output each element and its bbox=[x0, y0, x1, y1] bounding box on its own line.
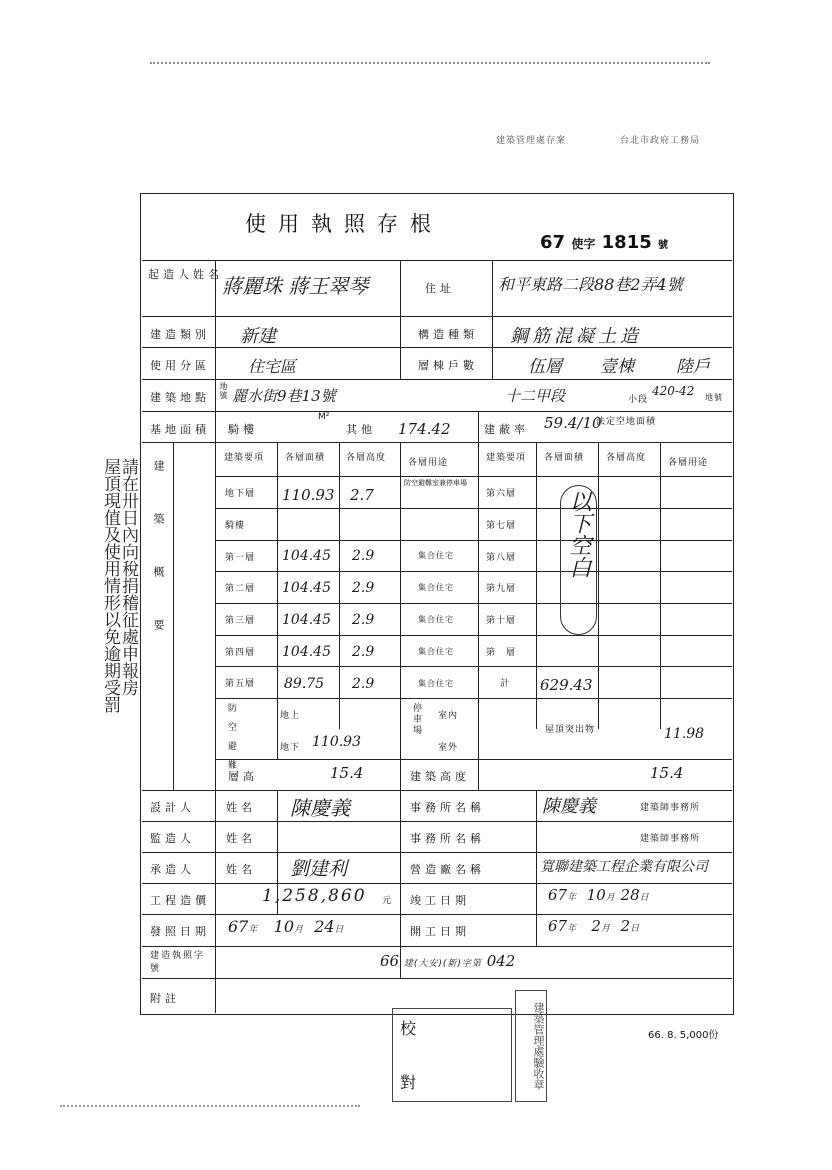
air-raid-label: 防空避難 bbox=[226, 703, 236, 779]
arcade-label: 騎樓 bbox=[228, 423, 258, 436]
floor-label-left: 第一層 bbox=[225, 553, 256, 563]
floor-label-right: 計 bbox=[500, 679, 511, 689]
structure-kind-label: 構造種類 bbox=[418, 328, 478, 341]
check-label: 對 bbox=[400, 1073, 417, 1092]
col-use: 各層用途 bbox=[408, 458, 449, 468]
designer-office-suffix: 建築師事務所 bbox=[640, 803, 701, 813]
xiaoduan-label: 小段 bbox=[628, 395, 649, 405]
basement-use: 防空避難室兼停車場 bbox=[404, 479, 467, 487]
f1-area: 104.45 bbox=[282, 548, 331, 564]
roof-ext-area: 11.98 bbox=[664, 726, 705, 742]
f3-use: 集合住宅 bbox=[418, 615, 454, 624]
proofread-label: 校 bbox=[400, 1019, 417, 1038]
f5-use: 集合住宅 bbox=[418, 679, 454, 688]
indoor-label: 室內 bbox=[438, 711, 459, 721]
building-height-value: 15.4 bbox=[650, 764, 684, 782]
total-area: 629.43 bbox=[540, 676, 593, 694]
storey-height-label: 層高 bbox=[228, 770, 258, 783]
zoning-value: 住宅區 bbox=[248, 357, 297, 376]
basement-area: 110.93 bbox=[282, 486, 335, 504]
seal-stamp: 建築管理處驗收章 bbox=[515, 990, 547, 1102]
f3-area: 104.45 bbox=[282, 612, 331, 628]
bldgs-value: 壹棟 bbox=[600, 357, 634, 377]
zoning-label: 使用分區 bbox=[150, 359, 210, 372]
yuan-label: 元 bbox=[382, 896, 393, 906]
header-stamp-right: 台北市政府工務局 bbox=[620, 136, 701, 146]
col-area: 各層面積 bbox=[285, 453, 326, 463]
address-label: 住址 bbox=[425, 282, 455, 295]
floor-label-right: 第十層 bbox=[486, 616, 517, 626]
site-dihao: 420-42 bbox=[652, 384, 695, 398]
f3-height: 2.9 bbox=[352, 612, 375, 628]
designer-office-label: 事務所名稱 bbox=[410, 801, 485, 814]
floor-label-right: 第 層 bbox=[486, 648, 517, 658]
site-duan: 十二甲段 bbox=[505, 387, 566, 405]
f1-height: 2.9 bbox=[352, 548, 375, 564]
site-road: 麗水街9巷13號 bbox=[232, 387, 336, 405]
cost-label: 工程造價 bbox=[150, 894, 210, 907]
address-value: 和平東路二段88巷2弄4號 bbox=[498, 275, 683, 294]
floors-units-label: 層棟戶數 bbox=[418, 359, 478, 372]
col-height-2: 各層高度 bbox=[606, 453, 647, 463]
permit-no: 66 建(大安)(新)字第 042 bbox=[380, 952, 516, 970]
building-items-label: 建築概要 bbox=[152, 460, 165, 672]
f1-use: 集合住宅 bbox=[418, 551, 454, 560]
designer-office: 陳慶義 bbox=[542, 796, 596, 817]
coverage-value: 59.4/10 bbox=[544, 414, 602, 432]
dihao-label: 地號 bbox=[705, 393, 723, 402]
col-height: 各層高度 bbox=[346, 453, 387, 463]
f5-area: 89.75 bbox=[284, 676, 325, 692]
coverage-label: 建蔽率 bbox=[484, 423, 529, 436]
floor-label-left: 騎樓 bbox=[225, 521, 246, 531]
contractor-firm-label: 營造廠名稱 bbox=[410, 863, 485, 876]
supervisor-office-suffix: 建築師事務所 bbox=[640, 834, 701, 844]
structure-type-label: 建造類別 bbox=[150, 328, 210, 341]
builder-label: 起造人姓名 bbox=[148, 268, 223, 281]
floor-label-left: 第四層 bbox=[225, 648, 256, 658]
legal-open-area-label: 法定空地面積 bbox=[596, 417, 657, 427]
parking-label: 停車場 bbox=[411, 703, 421, 736]
structure-kind-value: 鋼筋混凝土造 bbox=[510, 326, 642, 347]
license-number: 67 使字 1815 號 bbox=[540, 232, 669, 253]
remarks-label: 附註 bbox=[150, 992, 180, 1005]
floor-label-right: 第六層 bbox=[486, 489, 517, 499]
contractor-name: 劉建利 bbox=[290, 858, 348, 880]
above-label: 地上 bbox=[280, 711, 301, 721]
structure-type-value: 新建 bbox=[240, 326, 276, 347]
base-area-label: 基地面積 bbox=[150, 423, 210, 436]
site-label: 建築地點 bbox=[150, 391, 210, 404]
contractor-name-label: 姓名 bbox=[226, 863, 256, 876]
floor-label-right: 第九層 bbox=[486, 584, 517, 594]
side-note-2: 屋頂現值及使用情形以免逾期受罰 bbox=[100, 458, 120, 713]
floor-label-right: 第七層 bbox=[486, 521, 517, 531]
contractor-label: 承造人 bbox=[150, 863, 195, 876]
roof-ext-label: 屋頂突出物 bbox=[545, 725, 596, 735]
below-label: 地下 bbox=[280, 743, 301, 753]
cost-value: 1,258,860 bbox=[262, 886, 367, 906]
col-use-2: 各層用途 bbox=[668, 458, 709, 468]
contractor-firm: 寬聯建築工程企業有限公司 bbox=[540, 859, 708, 875]
permit-no-label: 建造執照字號 bbox=[150, 951, 206, 974]
f2-area: 104.45 bbox=[282, 580, 331, 596]
floors-value: 伍層 bbox=[528, 357, 562, 377]
designer-name: 陳慶義 bbox=[290, 796, 350, 820]
blank-annotation: 以下空白 bbox=[560, 485, 597, 635]
issue-date: 67年 10月 24日 bbox=[228, 917, 345, 936]
supervisor-office-label: 事務所名稱 bbox=[410, 832, 485, 845]
col-item: 建築要項 bbox=[224, 453, 265, 463]
issue-date-label: 發照日期 bbox=[150, 925, 210, 938]
floor-label-right: 第八層 bbox=[486, 553, 517, 563]
floor-label-left: 第三層 bbox=[225, 616, 256, 626]
footer-print: 66. 8. 5,000份 bbox=[648, 1030, 719, 1041]
f4-area: 104.45 bbox=[282, 644, 331, 660]
other-label: 其他 bbox=[346, 423, 376, 436]
supervisor-name-label: 姓名 bbox=[226, 832, 256, 845]
header-stamp-left: 建築管理處存案 bbox=[496, 136, 567, 146]
designer-name-label: 姓名 bbox=[226, 801, 256, 814]
unit-m2: M² bbox=[318, 412, 330, 422]
f2-height: 2.9 bbox=[352, 580, 375, 596]
col-item-2: 建築要項 bbox=[486, 453, 527, 463]
building-height-label: 建築高度 bbox=[410, 770, 470, 783]
basement-height: 2.7 bbox=[350, 486, 374, 504]
floor-label-left: 地下層 bbox=[225, 489, 256, 499]
storey-height-value: 15.4 bbox=[330, 764, 364, 782]
households-value: 陸戶 bbox=[676, 357, 710, 377]
site-prefix: 地號 bbox=[219, 382, 228, 400]
side-note: 請在卅日內向稅捐稽征處申報房 bbox=[118, 458, 138, 696]
finish-date: 67年 10月 28日 bbox=[548, 886, 650, 904]
floor-label-left: 第五層 bbox=[225, 679, 256, 689]
builder-names: 蔣麗珠 蔣王翠琴 bbox=[222, 274, 369, 298]
other-area: 174.42 bbox=[398, 420, 451, 438]
floor-label-left: 第二層 bbox=[225, 584, 256, 594]
f5-height: 2.9 bbox=[352, 676, 375, 692]
page-title: 使用執照存根 bbox=[245, 212, 443, 236]
f4-use: 集合住宅 bbox=[418, 647, 454, 656]
top-scan-line bbox=[150, 62, 710, 64]
bottom-scan-line bbox=[60, 1105, 360, 1107]
f4-height: 2.9 bbox=[352, 644, 375, 660]
supervisor-label: 監造人 bbox=[150, 832, 195, 845]
finish-date-label: 竣工日期 bbox=[410, 894, 470, 907]
outdoor-label: 室外 bbox=[438, 743, 459, 753]
shelter-below: 110.93 bbox=[312, 734, 361, 750]
start-date: 67年 2月 2日 bbox=[548, 917, 641, 935]
start-date-label: 開工日期 bbox=[410, 925, 470, 938]
designer-label: 設計人 bbox=[150, 801, 195, 814]
f2-use: 集合住宅 bbox=[418, 583, 454, 592]
col-area-2: 各層面積 bbox=[544, 453, 585, 463]
